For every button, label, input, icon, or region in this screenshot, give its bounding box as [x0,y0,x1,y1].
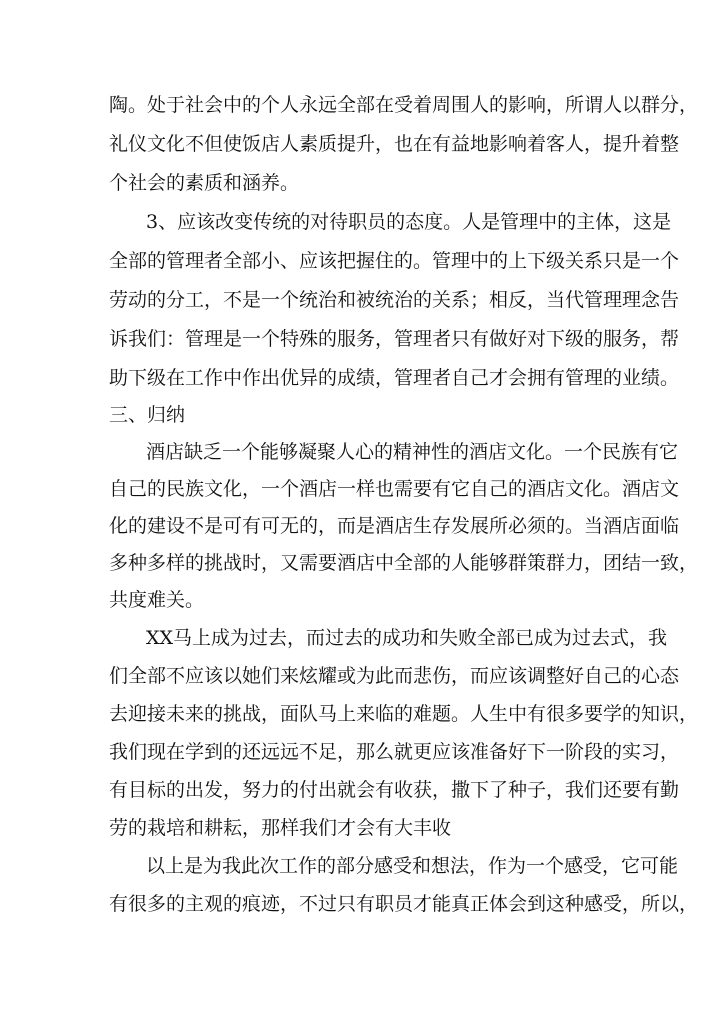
text-line: XX马上成为过去，而过去的成功和失败全部已成为过去式，我 [146,627,668,649]
text-line: 酒店缺乏一个能够凝聚人心的精神性的酒店文化。一个民族有它 [146,441,679,463]
text-line: 自己的民族文化，一个酒店一样也需要有它自己的酒店文化。酒店文 [109,478,680,500]
section-heading: 三、归纳 [109,404,186,426]
text-line: 化的建设不是可有可无的，而是酒店生存发展所必须的。当酒店面临 [109,515,680,537]
text-line: 共度难关。 [109,589,205,611]
text-line: 全部的管理者全部小、应该把握住的。管理中的上下级关系只是一个 [109,250,680,272]
text-line: 去迎接未来的挑战，面队马上来临的难题。人生中有很多要学的知识， [109,703,699,725]
text-line: 个社会的素质和涵养。 [109,172,300,194]
text-line: 多种多样的挑战时，又需要酒店中全部的人能够群策群力，团结一致， [109,552,699,574]
text-line: 有目标的出发，努力的付出就会有收获，撒下了种子，我们还要有勤 [109,779,680,801]
text-line: 礼仪文化不但使饭店人素质提升，也在有益地影响着客人，提升着整 [109,133,680,155]
text-line: 助下级在工作中作出优异的成绩，管理者自己才会拥有管理的业绩。 [109,367,680,389]
text-line: 诉我们：管理是一个特殊的服务，管理者只有做好对下级的服务，帮 [109,328,680,350]
text-line: 有很多的主观的痕迹，不过只有职员才能真正体会到这种感受，所以， [109,893,699,915]
text-line: 们全部不应该以她们来炫耀或为此而悲伤，而应该调整好自己的心态 [109,665,680,687]
text-line: 陶。处于社会中的个人永远全部在受着周围人的影响，所谓人以群分， [109,94,699,116]
text-line: 劳动的分工，不是一个统治和被统治的关系；相反，当代管理理念告 [109,289,680,311]
text-line: 3、应该改变传统的对待职员的态度。人是管理中的主体，这是 [146,211,672,233]
text-line: 劳的栽培和耕耘，那样我们才会有大丰收 [109,817,452,839]
text-line: 以上是为我此次工作的部分感受和想法，作为一个感受，它可能 [146,855,679,877]
text-line: 我们现在学到的还远远不足，那么就更应该准备好下一阶段的实习， [109,741,680,763]
